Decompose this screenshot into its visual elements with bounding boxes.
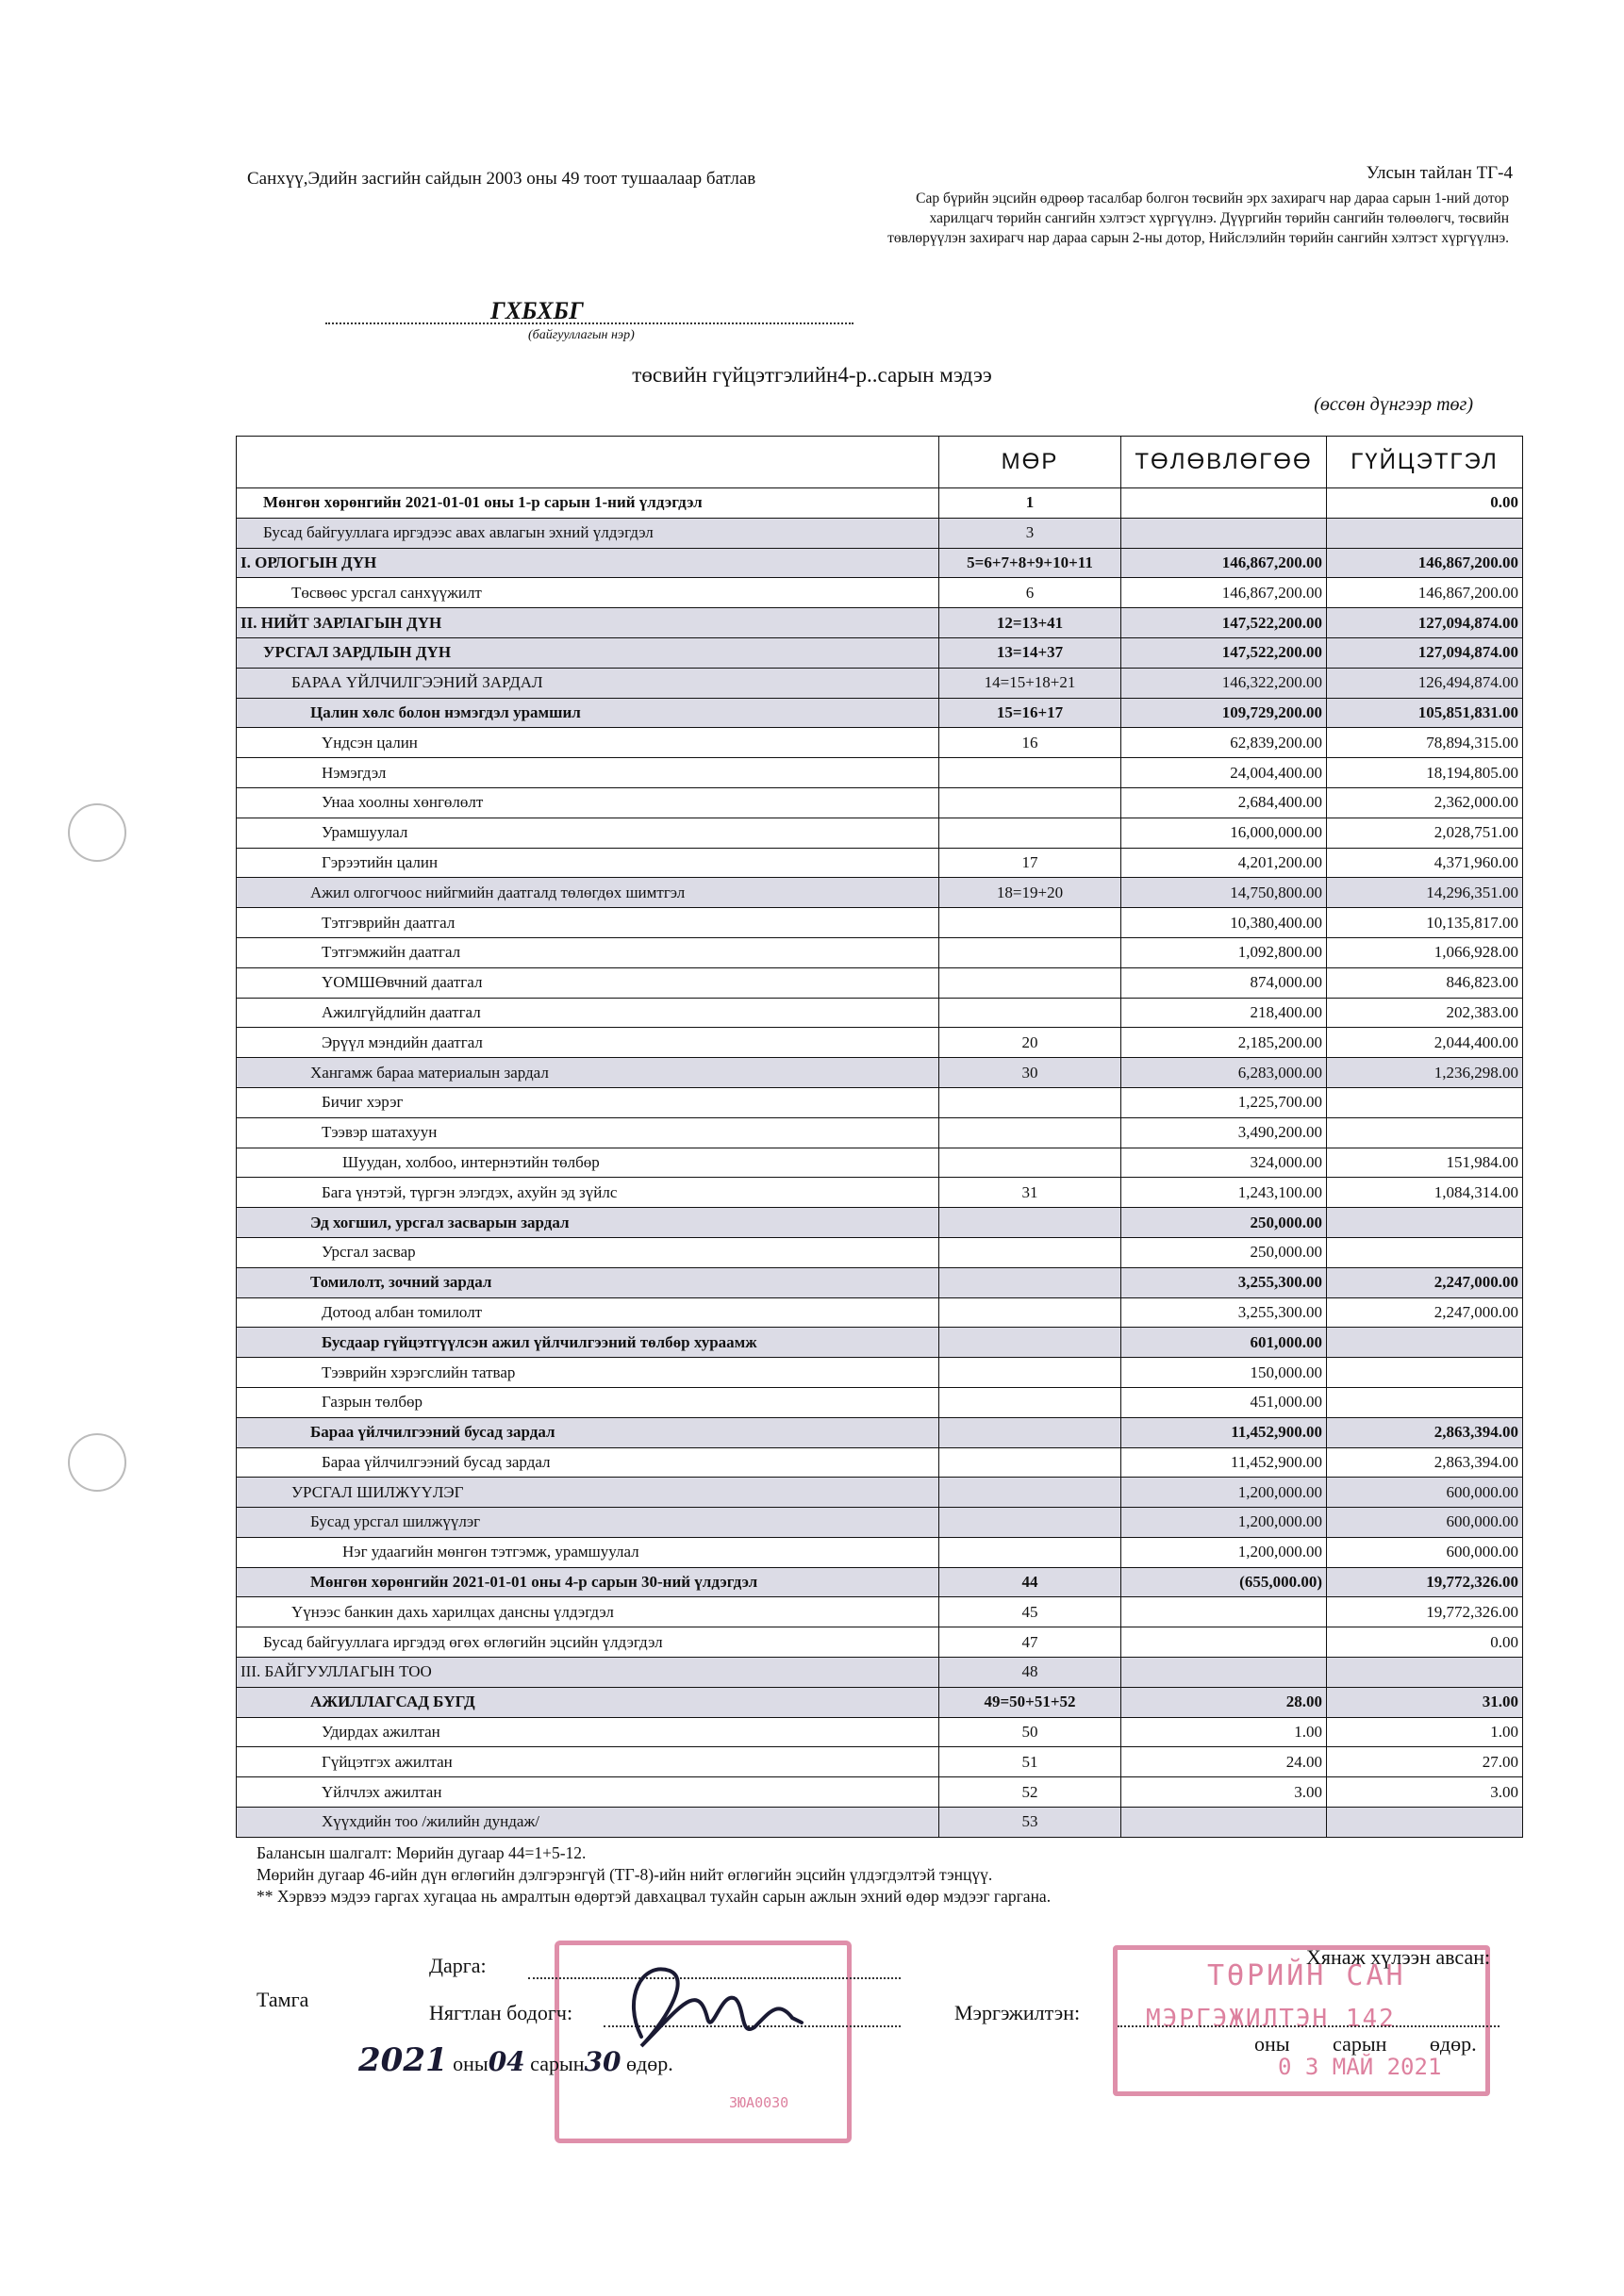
table-row <box>237 878 1523 908</box>
actual-value: 600,000.00 <box>1327 1478 1523 1508</box>
row-number: 31 <box>939 1178 1121 1208</box>
row-label: Урамшуулал <box>237 818 939 848</box>
table-row <box>237 1508 1523 1538</box>
table-row <box>237 758 1523 788</box>
row-label: II. НИЙТ ЗАРЛАГЫН ДҮН <box>237 608 939 638</box>
actual-value: 0.00 <box>1327 1627 1523 1658</box>
row-label: Цалин хөлс болон нэмэгдэл урамшил <box>237 698 939 728</box>
actual-value: 2,863,394.00 <box>1327 1417 1523 1447</box>
actual-value <box>1327 1087 1523 1117</box>
row-label: УРСГАЛ ЗАРДЛЫН ДҮН <box>237 637 939 668</box>
row-number <box>939 937 1121 967</box>
table-row <box>237 937 1523 967</box>
table-row <box>237 1777 1523 1808</box>
row-number: 52 <box>939 1777 1121 1808</box>
table-row <box>237 1658 1523 1688</box>
actual-value <box>1327 1328 1523 1358</box>
actual-value: 19,772,326.00 <box>1327 1597 1523 1627</box>
table-row <box>237 787 1523 818</box>
plan-value <box>1121 1658 1327 1688</box>
table-row <box>237 1087 1523 1117</box>
row-number: 53 <box>939 1808 1121 1838</box>
row-number <box>939 1148 1121 1178</box>
plan-value: 109,729,200.00 <box>1121 698 1327 728</box>
day-suffix: өдөр. <box>626 2052 673 2075</box>
plan-value <box>1121 1627 1327 1658</box>
organization-line <box>325 322 853 324</box>
table-row <box>237 728 1523 758</box>
plan-value: 146,322,200.00 <box>1121 668 1327 698</box>
table-header-row <box>237 437 1523 488</box>
plan-value: 14,750,800.00 <box>1121 878 1327 908</box>
punch-hole-top <box>68 803 126 862</box>
row-number: 48 <box>939 1658 1121 1688</box>
row-number <box>939 758 1121 788</box>
actual-value: 2,247,000.00 <box>1327 1297 1523 1328</box>
plan-value: 10,380,400.00 <box>1121 908 1327 938</box>
actual-value: 3.00 <box>1327 1777 1523 1808</box>
plan-value: 1,225,700.00 <box>1121 1087 1327 1117</box>
stamp-specialist-number: МЭРГЭЖИЛТЭН 142 <box>1146 2005 1396 2033</box>
plan-value: 24.00 <box>1121 1747 1327 1777</box>
row-label: Дотоод албан томилолт <box>237 1297 939 1328</box>
table-row <box>237 908 1523 938</box>
row-label: Тэтгэмжийн даатгал <box>237 937 939 967</box>
row-number: 17 <box>939 848 1121 878</box>
plan-value: 28.00 <box>1121 1687 1327 1717</box>
plan-value: 147,522,200.00 <box>1121 637 1327 668</box>
row-number <box>939 1508 1121 1538</box>
table-row <box>237 668 1523 698</box>
stamp-label: Тамга <box>257 1988 309 2011</box>
row-label: Хангамж бараа материалын зардал <box>237 1058 939 1088</box>
col-header-row-number: МӨР <box>939 437 1121 488</box>
row-label: Гүйцэтгэх ажилтан <box>237 1747 939 1777</box>
row-label: БАРАА ҮЙЛЧИЛГЭЭНИЙ ЗАРДАЛ <box>237 668 939 698</box>
plan-value: 6,283,000.00 <box>1121 1058 1327 1088</box>
table-row <box>237 488 1523 519</box>
row-number: 51 <box>939 1747 1121 1777</box>
row-label: Бичиг хэрэг <box>237 1087 939 1117</box>
row-label: Үүнээс банкин дахь харилцах дансны үлдэгдэл <box>237 1597 939 1627</box>
actual-value <box>1327 1208 1523 1238</box>
table-row <box>237 1597 1523 1627</box>
row-number <box>939 1297 1121 1328</box>
row-number: 30 <box>939 1058 1121 1088</box>
organization-name: ГХБХБГ <box>490 297 584 324</box>
actual-value: 2,028,751.00 <box>1327 818 1523 848</box>
col-header-plan: ТӨЛӨВЛӨГӨӨ <box>1121 437 1327 488</box>
plan-value: 3,255,300.00 <box>1121 1267 1327 1297</box>
row-number: 14=15+18+21 <box>939 668 1121 698</box>
plan-value: 250,000.00 <box>1121 1237 1327 1267</box>
table-row <box>237 1058 1523 1088</box>
table-row <box>237 848 1523 878</box>
row-label: Бага үнэтэй, түргэн элэгдэх, ахуйн эд зүйлс <box>237 1178 939 1208</box>
actual-value <box>1327 1237 1523 1267</box>
handwritten-year: 2021 <box>358 2041 448 2079</box>
row-label: Эрүүл мэндийн даатгал <box>237 1028 939 1058</box>
actual-value: 18,194,805.00 <box>1327 758 1523 788</box>
col-header-actual: ГҮЙЦЭТГЭЛ <box>1327 437 1523 488</box>
row-label: Тээвэр шатахуун <box>237 1117 939 1148</box>
table-row <box>237 1328 1523 1358</box>
row-label: Эд хогшил, урсгал засварын зардал <box>237 1208 939 1238</box>
plan-value: 1,243,100.00 <box>1121 1178 1327 1208</box>
stamp-number: ЗЮА0030 <box>729 2094 789 2111</box>
row-number: 16 <box>939 728 1121 758</box>
currency-unit: (өссөн дүнгээр төг) <box>1314 394 1473 415</box>
table-row <box>237 1028 1523 1058</box>
row-label: Тэтгэврийн даатгал <box>237 908 939 938</box>
actual-value: 2,247,000.00 <box>1327 1267 1523 1297</box>
table-row <box>237 967 1523 998</box>
actual-value: 146,867,200.00 <box>1327 578 1523 608</box>
row-number <box>939 967 1121 998</box>
table-row <box>237 637 1523 668</box>
table-body <box>237 488 1523 1838</box>
row-number: 15=16+17 <box>939 698 1121 728</box>
table-row <box>237 998 1523 1028</box>
row-number <box>939 1087 1121 1117</box>
row-number <box>939 908 1121 938</box>
row-label: Бараа үйлчилгээний бусад зардал <box>237 1417 939 1447</box>
plan-value <box>1121 518 1327 548</box>
plan-value: 146,867,200.00 <box>1121 548 1327 578</box>
row-number: 12=13+41 <box>939 608 1121 638</box>
actual-value: 2,044,400.00 <box>1327 1028 1523 1058</box>
actual-value <box>1327 1117 1523 1148</box>
plan-value: 1,200,000.00 <box>1121 1508 1327 1538</box>
plan-value <box>1121 1808 1327 1838</box>
budget-table <box>236 436 1523 1838</box>
plan-value: 3,255,300.00 <box>1121 1297 1327 1328</box>
row-number: 45 <box>939 1597 1121 1627</box>
handwritten-month: 04 <box>488 2046 525 2077</box>
actual-value <box>1327 1387 1523 1417</box>
table-row <box>237 1808 1523 1838</box>
row-number <box>939 998 1121 1028</box>
plan-value: 1,092,800.00 <box>1121 937 1327 967</box>
specialist-signature-line <box>1118 2025 1500 2027</box>
row-label: Ажилгүйдлийн даатгал <box>237 998 939 1028</box>
row-number <box>939 1117 1121 1148</box>
actual-value: 151,984.00 <box>1327 1148 1523 1178</box>
row-label: Удирдах ажилтан <box>237 1717 939 1747</box>
punch-hole-bottom <box>68 1433 126 1492</box>
row-label: Гэрээтийн цалин <box>237 848 939 878</box>
plan-value: 150,000.00 <box>1121 1358 1327 1388</box>
row-label: Мөнгөн хөрөнгийн 2021-01-01 оны 4-р сарын 30-ний үлдэгдэл <box>237 1567 939 1597</box>
row-number: 6 <box>939 578 1121 608</box>
actual-value: 14,296,351.00 <box>1327 878 1523 908</box>
actual-value: 0.00 <box>1327 488 1523 519</box>
table-row <box>237 1537 1523 1567</box>
row-number <box>939 1537 1121 1567</box>
table-row <box>237 818 1523 848</box>
table-row <box>237 1358 1523 1388</box>
year-suffix: оны <box>453 2052 489 2075</box>
plan-value: 11,452,900.00 <box>1121 1417 1327 1447</box>
actual-value <box>1327 1358 1523 1388</box>
actual-value: 126,494,874.00 <box>1327 668 1523 698</box>
actual-value: 600,000.00 <box>1327 1508 1523 1538</box>
row-label: Хүүхдийн тоо /жилийн дундаж/ <box>237 1808 939 1838</box>
row-label: Газрын төлбөр <box>237 1387 939 1417</box>
table-row <box>237 1178 1523 1208</box>
actual-value: 1.00 <box>1327 1717 1523 1747</box>
row-label: Урсгал засвар <box>237 1237 939 1267</box>
actual-value: 2,362,000.00 <box>1327 787 1523 818</box>
table-row <box>237 1117 1523 1148</box>
row-number: 50 <box>939 1717 1121 1747</box>
actual-value: 202,383.00 <box>1327 998 1523 1028</box>
row-label: Ажил олгогчоос нийгмийн даатгалд төлөгдөх шимтгэл <box>237 878 939 908</box>
row-label: Тээврийн хэрэгслийн татвар <box>237 1358 939 1388</box>
plan-value: 3,490,200.00 <box>1121 1117 1327 1148</box>
actual-value: 1,084,314.00 <box>1327 1178 1523 1208</box>
row-number: 18=19+20 <box>939 878 1121 908</box>
organization-caption: (байгууллагын нэр) <box>528 328 635 342</box>
row-number <box>939 1267 1121 1297</box>
actual-value: 31.00 <box>1327 1687 1523 1717</box>
plan-value: 146,867,200.00 <box>1121 578 1327 608</box>
row-number: 20 <box>939 1028 1121 1058</box>
plan-value: 218,400.00 <box>1121 998 1327 1028</box>
plan-value: 1,200,000.00 <box>1121 1478 1327 1508</box>
plan-value: 11,452,900.00 <box>1121 1447 1327 1478</box>
plan-value: 24,004,400.00 <box>1121 758 1327 788</box>
row-label: Бусад урсгал шилжүүлэг <box>237 1508 939 1538</box>
payables-note: Мөрийн дугаар 46-ийн дүн өглөгийн дэлгэрэнгүй (ТГ-8)-ийн нийт өглөгийн эцсийн үлдэгдэлтэй тэнцүү. <box>257 1865 993 1884</box>
row-label: Нэмэгдэл <box>237 758 939 788</box>
row-label: УРСГАЛ ШИЛЖҮҮЛЭГ <box>237 1478 939 1508</box>
plan-value: 324,000.00 <box>1121 1148 1327 1178</box>
plan-value: 250,000.00 <box>1121 1208 1327 1238</box>
table-row <box>237 1417 1523 1447</box>
plan-value: 16,000,000.00 <box>1121 818 1327 848</box>
table-row <box>237 1687 1523 1717</box>
plan-value: 451,000.00 <box>1121 1387 1327 1417</box>
table-row <box>237 1237 1523 1267</box>
report-title: төсвийн гүйцэтгэлийн4-р..сарын мэдээ <box>632 363 992 387</box>
plan-value: (655,000.00) <box>1121 1567 1327 1597</box>
report-code: Улсын тайлан ТГ-4 <box>1366 163 1513 183</box>
actual-value: 27.00 <box>1327 1747 1523 1777</box>
row-label: Бусад байгууллага иргэдэд өгөх өглөгийн эцсийн үлдэгдэл <box>237 1627 939 1658</box>
row-number <box>939 1447 1121 1478</box>
actual-value: 78,894,315.00 <box>1327 728 1523 758</box>
actual-value: 127,094,874.00 <box>1327 637 1523 668</box>
actual-value: 1,236,298.00 <box>1327 1058 1523 1088</box>
row-label: Төсвөөс урсгал санхүүжилт <box>237 578 939 608</box>
row-number: 1 <box>939 488 1121 519</box>
row-number <box>939 1208 1121 1238</box>
actual-value <box>1327 1808 1523 1838</box>
row-label: Бусдаар гүйцэтгүүлсэн ажил үйлчилгээний төлбөр хураамж <box>237 1328 939 1358</box>
table-row <box>237 608 1523 638</box>
plan-value: 4,201,200.00 <box>1121 848 1327 878</box>
plan-value: 1,200,000.00 <box>1121 1537 1327 1567</box>
row-label: ҮОМШӨвчний даатгал <box>237 967 939 998</box>
plan-value: 874,000.00 <box>1121 967 1327 998</box>
row-number: 5=6+7+8+9+10+11 <box>939 548 1121 578</box>
table-row <box>237 1567 1523 1597</box>
month-suffix: сарын <box>530 2052 585 2075</box>
reviewed-label: Хянаж хүлээн авсан: <box>1306 1945 1491 1969</box>
plan-value: 3.00 <box>1121 1777 1327 1808</box>
actual-value <box>1327 518 1523 548</box>
row-number <box>939 818 1121 848</box>
holiday-note: ** Хэрвээ мэдээ гаргах хугацаа нь амралтын өдөртэй давхацвал тухайн сарын ажлын эхний өдөр мэдээг гаргана. <box>257 1887 1052 1906</box>
submission-instructions: Сар бүрийн эцсийн өдрөөр тасалбар болгон төсвийн эрх захирагч нар дараа сарын 1-ний дотор харилцагч төрийн сангийн хэлтэст хүргүүлнэ. Дүүргийн төрийн сангийн төлөөлөгч, төсвийн төвлөрүүлэн захирагч нар дараа сарын 2-ны дотор, Нийслэлийн төрийн сангийн хэлтэст хүргүүлнэ. <box>887 190 1509 246</box>
handwritten-day: 30 <box>584 2046 621 2077</box>
balance-check-note: Балансын шалгалт: Мөрийн дугаар 44=1+5-12. <box>257 1843 587 1862</box>
row-number: 47 <box>939 1627 1121 1658</box>
row-label: Бараа үйлчилгээний бусад зардал <box>237 1447 939 1478</box>
row-label: Мөнгөн хөрөнгийн 2021-01-01 оны 1-р сарын 1-ний үлдэгдэл <box>237 488 939 519</box>
accountant-label: Нягтлан бодогч: <box>429 2001 573 2024</box>
plan-value: 2,684,400.00 <box>1121 787 1327 818</box>
row-label: Нэг удаагийн мөнгөн тэтгэмж, урамшуулал <box>237 1537 939 1567</box>
row-number <box>939 1387 1121 1417</box>
plan-value: 62,839,200.00 <box>1121 728 1327 758</box>
stamp-treasury-name: ТӨРИЙН САН <box>1207 1959 1406 1992</box>
actual-value: 1,066,928.00 <box>1327 937 1523 967</box>
row-number <box>939 1417 1121 1447</box>
row-number: 49=50+51+52 <box>939 1687 1121 1717</box>
row-label: Үйлчлэх ажилтан <box>237 1777 939 1808</box>
actual-value: 2,863,394.00 <box>1327 1447 1523 1478</box>
table-row <box>237 1387 1523 1417</box>
table-row <box>237 1297 1523 1328</box>
row-label: I. ОРЛОГЫН ДҮН <box>237 548 939 578</box>
row-label: III. БАЙГУУЛЛАГЫН ТОО <box>237 1658 939 1688</box>
table-row <box>237 1267 1523 1297</box>
table-row <box>237 698 1523 728</box>
row-number <box>939 1237 1121 1267</box>
approval-text: Санхүү,Эдийн засгийн сайдын 2003 оны 49 тоот тушаалаар батлав <box>247 169 756 189</box>
row-label: АЖИЛЛАГСАД БҮГД <box>237 1687 939 1717</box>
plan-value: 147,522,200.00 <box>1121 608 1327 638</box>
plan-value: 1.00 <box>1121 1717 1327 1747</box>
table-row <box>237 1208 1523 1238</box>
actual-value: 846,823.00 <box>1327 967 1523 998</box>
row-number: 3 <box>939 518 1121 548</box>
table-row <box>237 548 1523 578</box>
plan-value <box>1121 488 1327 519</box>
row-number: 13=14+37 <box>939 637 1121 668</box>
table-row <box>237 1148 1523 1178</box>
row-label: Бусад байгууллага иргэдээс авах авлагын эхний үлдэгдэл <box>237 518 939 548</box>
col-header-label <box>237 437 939 488</box>
actual-value: 127,094,874.00 <box>1327 608 1523 638</box>
table-row <box>237 1717 1523 1747</box>
row-label: Үндсэн цалин <box>237 728 939 758</box>
director-label: Дарга: <box>429 1954 487 1977</box>
actual-value: 4,371,960.00 <box>1327 848 1523 878</box>
table-row <box>237 518 1523 548</box>
plan-value: 601,000.00 <box>1121 1328 1327 1358</box>
table-row <box>237 1447 1523 1478</box>
table-row <box>237 1478 1523 1508</box>
row-label: Томилолт, зочний зардал <box>237 1267 939 1297</box>
actual-value: 146,867,200.00 <box>1327 548 1523 578</box>
row-number <box>939 1358 1121 1388</box>
plan-value: 2,185,200.00 <box>1121 1028 1327 1058</box>
document-date <box>358 2041 673 2079</box>
row-number <box>939 787 1121 818</box>
actual-value: 600,000.00 <box>1327 1537 1523 1567</box>
table-row <box>237 578 1523 608</box>
specialist-label: Мэргэжилтэн: <box>954 2001 1081 2024</box>
stamp-received-date: 0 3 МАЙ 2021 <box>1278 2054 1442 2080</box>
plan-value <box>1121 1597 1327 1627</box>
row-label: Унаа хоолны хөнгөлөлт <box>237 787 939 818</box>
row-number <box>939 1478 1121 1508</box>
actual-value: 10,135,817.00 <box>1327 908 1523 938</box>
actual-value: 19,772,326.00 <box>1327 1567 1523 1597</box>
table-row <box>237 1627 1523 1658</box>
row-label: Шуудан, холбоо, интернэтийн төлбөр <box>237 1148 939 1178</box>
table-row <box>237 1747 1523 1777</box>
review-date-line: оны сарын өдөр. <box>1254 2032 1477 2056</box>
row-number <box>939 1328 1121 1358</box>
actual-value: 105,851,831.00 <box>1327 698 1523 728</box>
actual-value <box>1327 1658 1523 1688</box>
row-number: 44 <box>939 1567 1121 1597</box>
